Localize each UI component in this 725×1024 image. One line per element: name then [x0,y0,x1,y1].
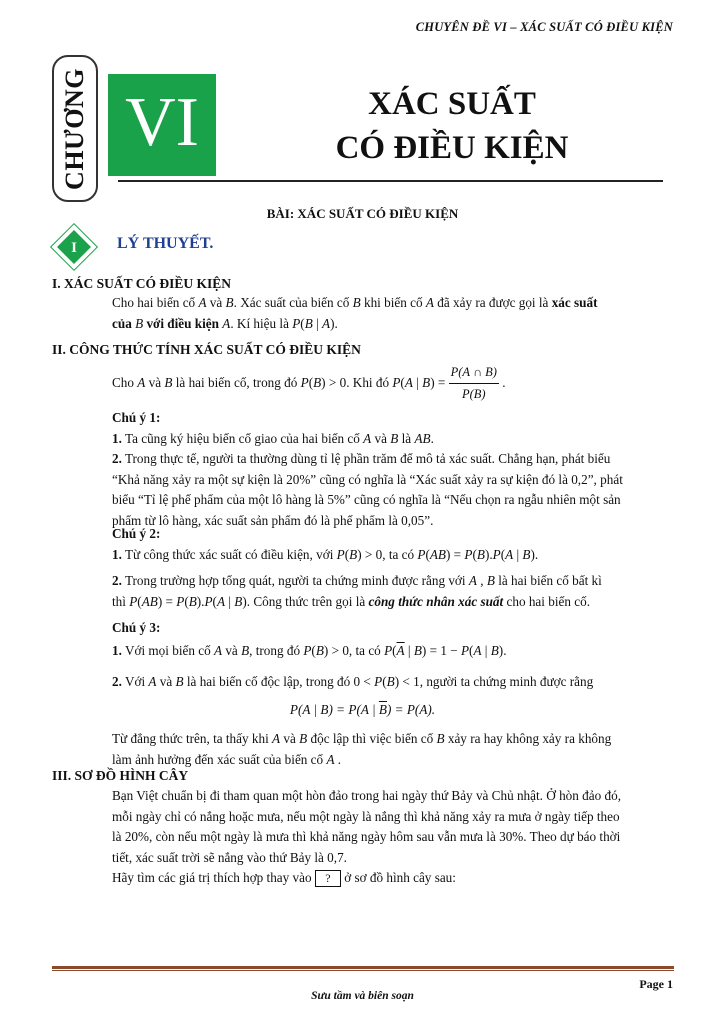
note2: Chú ý 2: [112,526,161,541]
formula-paragraph: Cho A và B là hai biến cố, trong đó P(B) > 0. Khi đó P(A | B) = $\frac{P(A \cap B)}{P(B)}$ . [112,362,674,404]
page-number: Page 1 [639,977,673,991]
tree-problem: Bạn Việt chuẩn bị đi tham quan một hòn đảo trong hai ngày thứ Bảy và Chủ nhật. Ở hòn đảo đó, mỗi ngày chỉ có nắng hoặc mưa, nếu một ngày là nắng thì khả năng xảy ra mưa ở ngày tiếp theo là 20%, còn nếu một ngày là mưa thì khả năng ngày hôm sau vẫn mưa là 30%. Theo dự báo thời tiết, xác suất trời sẽ nắng vào thứ Bảy là 0,7. Hãy tìm các giá trị thích hợp thay vào ? ở sơ đồ hình cây sau: [112,788,621,886]
note2-item2: 2. Trong trường hợp tổng quát, người ta chứng minh được rằng với A , B là hai biến cố bất kì thì P(AB) = P(B).P(A | B). Công thức trên gọi là công thức nhân xác suất cho hai biến cố. [112,573,602,609]
section-title: LÝ THUYẾT. [117,235,214,252]
note3-item1: 1. Với mọi biến cố A và B, trong đó P(B) > 0, ta có $P(\overline{A}$ | B) = 1 − P(A | B). [112,643,507,658]
independence-formula: P(A | B) = P(A | $\overline{B}) = P(A)$. [289,702,436,717]
definition-paragraph: Cho hai biến cố A và B. Xác suất của biến cố B khi biến cố A đã xảy ra được gọi là xác suất của B với điều kiện A. Kí hiệu là P(B | A). [112,295,598,331]
chapter-label-box [52,55,98,202]
footer-credit: Sưu tầm và biên soạn [311,990,414,1002]
running-header: CHUYÊN ĐỀ VI – XÁC SUẤT CÓ ĐIỀU KIỆN [415,20,673,34]
title-rule [118,180,663,182]
note3-conclusion: Từ đẳng thức trên, ta thấy khi A và B độc lập thì việc biến cố B xảy ra hay không xảy ra không làm ảnh hưởng đến xác suất của biến cố A . [112,731,612,767]
footer-rule [52,966,674,969]
chapter-number: VI [125,84,199,161]
heading-formula: II. CÔNG THỨC TÍNH XÁC SUẤT CÓ ĐIỀU KIỆN [52,342,361,357]
note3-item2: 2. Với A và B là hai biến cố độc lập, trong đó 0 < P(B) < 1, người ta chứng minh được rằng [112,674,594,689]
conditional-formula: $\frac{P(A \cap B)}{P(B)}$ [449,362,499,404]
chapter-title-line2: CÓ ĐIỀU KIỆN [335,130,569,166]
heading-tree-diagram: III. SƠ ĐỒ HÌNH CÂY [52,768,189,783]
placeholder-box: ? [315,870,341,887]
chapter-number-box [108,74,216,176]
heading-conditional-probability: I. XÁC SUẤT CÓ ĐIỀU KIỆN [52,276,232,291]
note1: Chú ý 1: 1. Ta cũng ký hiệu biến cố giao của hai biến cố A và B là AB. 2. Trong thực tế, người ta thường dùng tỉ lệ phần trăm để mô tả xác suất. Chẳng hạn, phát biểu “Khả năng xảy ra một sự kiện là 20%” cũng có nghĩa là “Xác suất xảy ra sự kiện đó là 0,2”, phát biểu “Tỉ lệ phế phẩm của một lô hàng là 5%” cũng có nghĩa là “Nếu chọn ra ngẫu nhiên một sản phẩm từ lô hàng, xác suất sản phẩm đó là phế phẩm là 0,05”. [112,410,623,528]
lesson-title: BÀI: XÁC SUẤT CÓ ĐIỀU KIỆN [266,206,459,221]
footer-rule-thin [52,970,674,971]
note2-item1: 1. Từ công thức xác suất có điều kiện, với P(B) > 0, ta có P(AB) = P(B).P(A | B). [112,547,539,562]
chapter-label: CHƯƠNG [60,67,89,190]
chapter-title-line1: XÁC SUẤT [368,86,536,122]
note3: Chú ý 3: [112,620,161,635]
section-numeral: I [71,240,77,256]
